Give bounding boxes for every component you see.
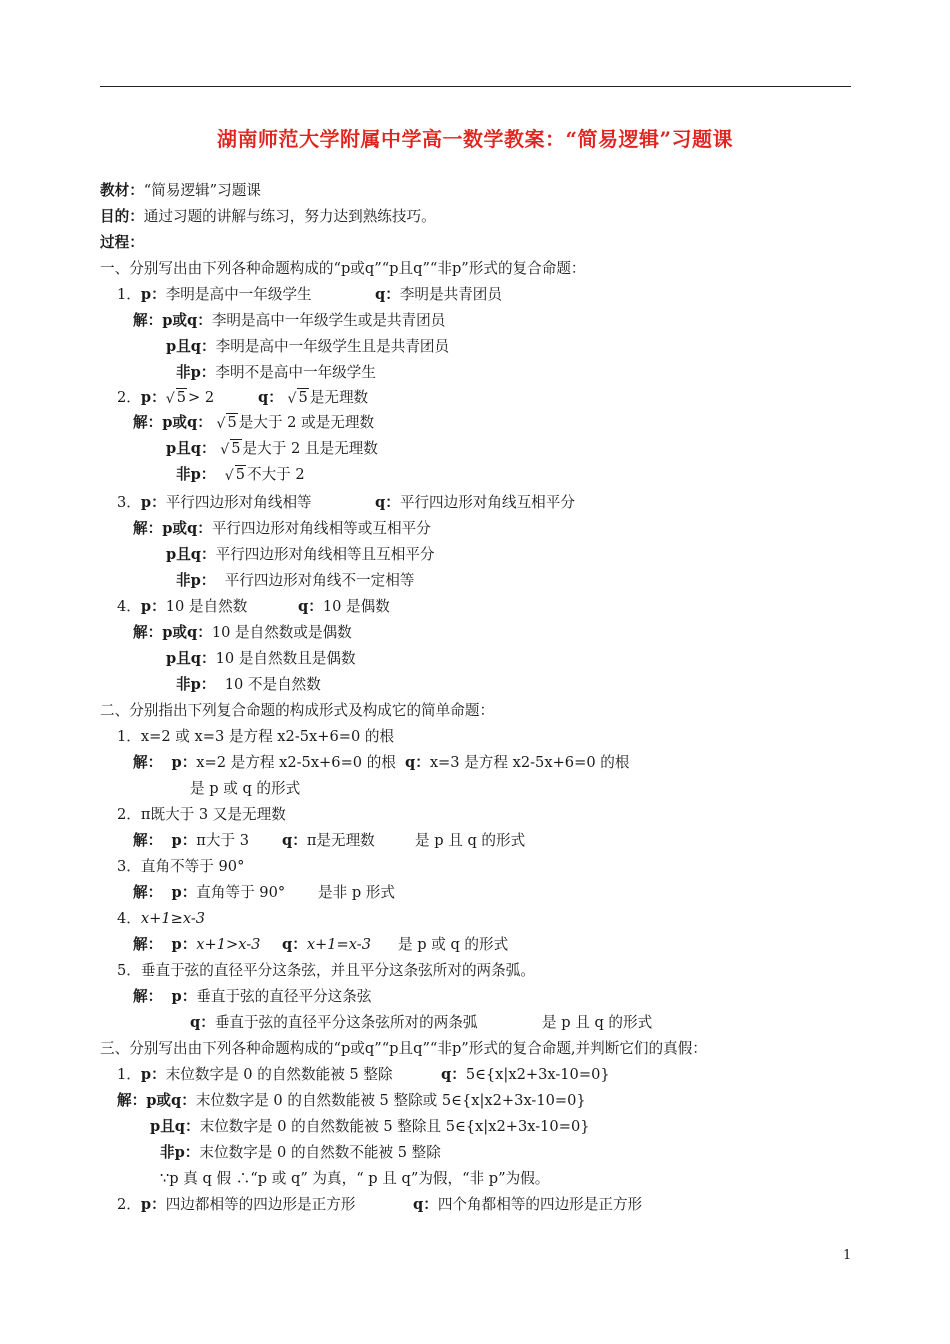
sec3-item1-or: 解：p或q：末位数字是 0 的自然数能被 5 整除或 5∈{x|x2+3x-10=0}	[117, 1092, 586, 1109]
sec2-item2: 2．π既大于 3 又是无理数	[117, 806, 286, 823]
sec1-item1-or: 解：p或q：李明是高中一年级学生或是共青团员	[133, 312, 446, 329]
sec1-item2-and: p且q： √ 5 是大于 2 且是无理数	[166, 440, 378, 458]
sec2-item4-p: 解： p：x+1>x-3	[133, 936, 261, 953]
sec2-item3-form: 是非 p 形式	[318, 884, 395, 901]
sec2-item5: 5．垂直于弦的直径平分这条弦，并且平分这条弦所对的两条弧。	[117, 962, 535, 979]
sec2-item5-p: 解： p：垂直于弦的直径平分这条弦	[133, 988, 372, 1005]
jiaocai-line: 教材：“简易逻辑”习题课	[100, 182, 261, 199]
sec1-item1-and: p且q：李明是高中一年级学生且是共青团员	[166, 338, 450, 355]
sec3-item1: 1．p：末位数字是 0 的自然数能被 5 整除	[117, 1066, 393, 1083]
mudi-line: 目的：通过习题的讲解与练习，努力达到熟练技巧。	[100, 208, 436, 225]
sec2-item4-q: q：x+1=x-3	[282, 936, 371, 953]
sec2-item4-form: 是 p 或 q 的形式	[398, 936, 509, 953]
sec2-item2-q: q：π是无理数	[282, 832, 375, 849]
sec3-item2-q: q：四个角都相等的四边形是正方形	[413, 1196, 643, 1213]
sec1-item2-q: q： √ 5 是无理数	[258, 389, 369, 407]
sec1-item2: 2．p： √ 5 > 2	[117, 389, 215, 407]
sec1-item4-and: p且q：10 是自然数且是偶数	[166, 650, 356, 667]
sqrt-symbol: √ 5	[224, 466, 245, 484]
sec1-item1-not: 非p：李明不是高中一年级学生	[176, 364, 376, 381]
guocheng-line: 过程：	[100, 234, 144, 251]
sqrt-symbol: √ 5	[220, 440, 241, 458]
sec3-item2: 2．p：四边都相等的四边形是正方形	[117, 1196, 356, 1213]
sec3-item1-q: q：5∈{x|x2+3x-10=0}	[441, 1066, 610, 1083]
sec3-heading: 三、分别写出由下列各种命题构成的“p或q”“p且q”“非p”形式的复合命题,并判断它们的真假：	[100, 1040, 707, 1057]
sec1-item4-q: q：10 是偶数	[298, 598, 390, 615]
sec1-item2-not: 非p： √ 5 不大于 2	[176, 466, 305, 484]
sec2-item1-form: 是 p 或 q 的形式	[190, 780, 301, 797]
sec2-item1-q: q：x=3 是方程 x2-5x+6=0 的根	[405, 754, 630, 771]
sec2-item2-p: 解： p：π大于 3	[133, 832, 249, 849]
sec2-item3-p: 解： p：直角等于 90°	[133, 884, 286, 901]
sec1-item1: 1．p：李明是高中一年级学生	[117, 286, 312, 303]
sec1-heading: 一、分别写出由下列各种命题构成的“p或q”“p且q”“非p”形式的复合命题：	[100, 260, 586, 277]
sec3-item1-and: p且q：末位数字是 0 的自然数能被 5 整除且 5∈{x|x2+3x-10=0}	[150, 1118, 590, 1135]
sec2-item4: 4．x+1≥x-3	[117, 910, 206, 927]
sec1-item3-q: q：平行四边形对角线互相平分	[375, 494, 575, 511]
sec1-item3-not: 非p： 平行四边形对角线不一定相等	[176, 572, 415, 589]
sec1-item3: 3．p：平行四边形对角线相等	[117, 494, 312, 511]
header-rule	[100, 86, 851, 87]
sec2-item1-p: 解： p：x=2 是方程 x2-5x+6=0 的根	[133, 754, 396, 771]
sec1-item2-or: 解：p或q： √ 5 是大于 2 或是无理数	[133, 414, 375, 432]
page-title: 湖南师范大学附属中学高一数学教案：“简易逻辑”习题课	[216, 127, 733, 151]
sqrt-symbol: √ 5	[287, 389, 308, 407]
sqrt-symbol: √ 5	[216, 414, 237, 432]
sec2-item2-form: 是 p 且 q 的形式	[415, 832, 526, 849]
sec2-heading: 二、分别指出下列复合命题的构成形式及构成它的简单命题：	[100, 702, 495, 719]
sec1-item1-q: q：李明是共青团员	[375, 286, 502, 303]
sqrt-symbol: √ 5	[165, 389, 186, 407]
page-number: 1	[843, 1248, 852, 1263]
sec1-item3-or: 解：p或q：平行四边形对角线相等或互相平分	[133, 520, 431, 537]
sec3-item1-not: 非p：末位数字是 0 的自然数不能被 5 整除	[160, 1144, 441, 1161]
sec1-item3-and: p且q：平行四边形对角线相等且互相平分	[166, 546, 435, 563]
sec3-item1-verdict: ∵p 真 q 假 ∴“p 或 q” 为真，“ p 且 q”为假，“非 p”为假。	[160, 1170, 550, 1187]
sec2-item5-form: 是 p 且 q 的形式	[542, 1014, 653, 1031]
sec1-item4: 4．p：10 是自然数	[117, 598, 248, 615]
sec1-item4-or: 解：p或q：10 是自然数或是偶数	[133, 624, 352, 641]
sec2-item1: 1．x=2 或 x=3 是方程 x2-5x+6=0 的根	[117, 728, 395, 745]
sec1-item4-not: 非p： 10 不是自然数	[176, 676, 321, 693]
sec2-item5-q: q：垂直于弦的直径平分这条弦所对的两条弧	[190, 1014, 478, 1031]
sec2-item3: 3．直角不等于 90°	[117, 858, 245, 875]
